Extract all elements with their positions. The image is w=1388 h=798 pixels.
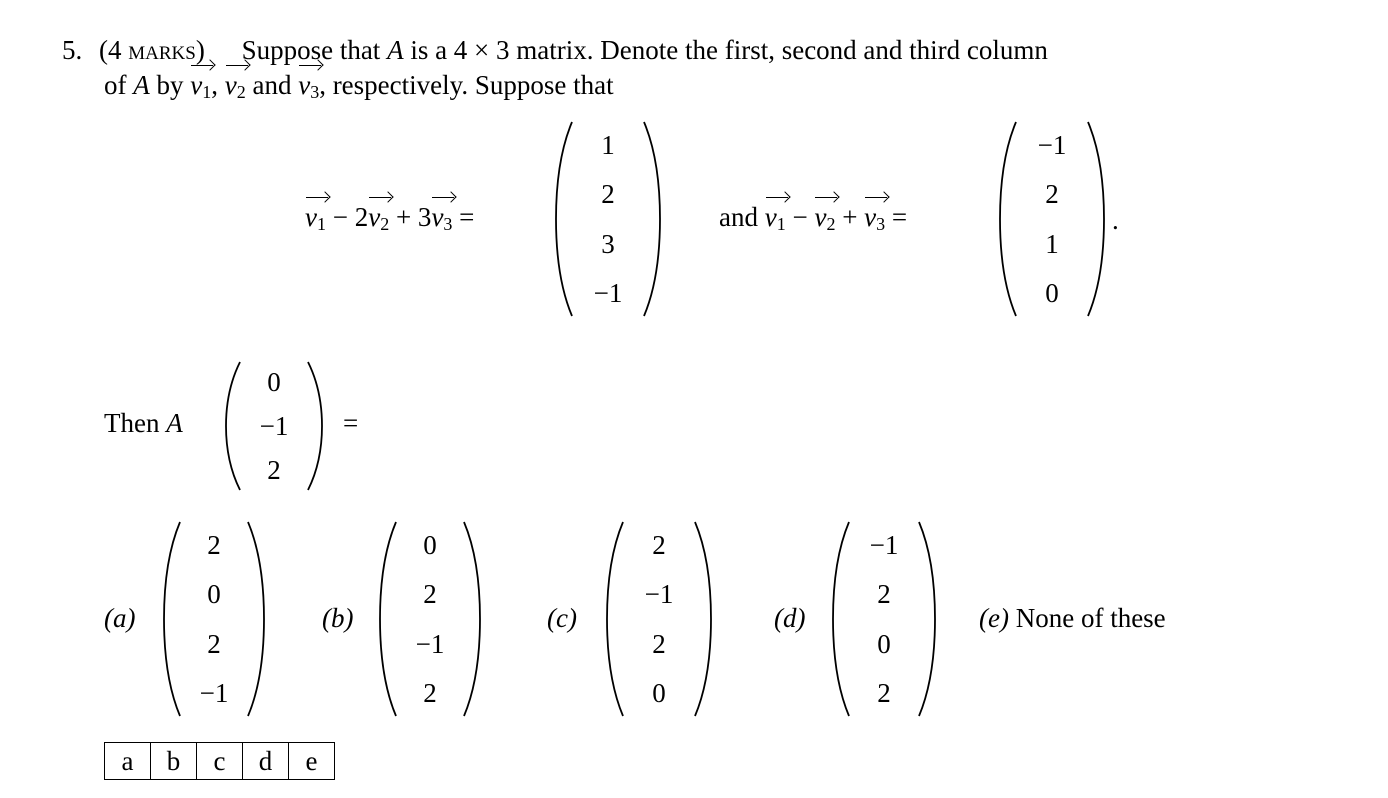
choice-a-vector bbox=[160, 520, 268, 718]
then-equals: = bbox=[343, 408, 359, 438]
answer-box-d[interactable]: d bbox=[243, 743, 289, 780]
choice-c-vector bbox=[603, 520, 715, 718]
question-marks: (4 marks) bbox=[99, 35, 205, 65]
choice-b-vector bbox=[376, 520, 484, 718]
eq2-cell: 1 bbox=[1045, 228, 1059, 259]
then-cell: −1 bbox=[259, 411, 289, 441]
eq1-cell: 2 bbox=[601, 179, 615, 210]
eq1-cell: 3 bbox=[601, 228, 615, 259]
eq2-cell: −1 bbox=[1037, 129, 1067, 160]
choice-e-label: (e) bbox=[979, 603, 1009, 633]
vector-v2: $v_2$ bbox=[225, 68, 246, 102]
choice-cell: −1 bbox=[644, 579, 674, 610]
equation-period: . bbox=[1112, 205, 1119, 235]
text-and: and bbox=[252, 70, 292, 100]
choice-cell: −1 bbox=[199, 678, 229, 709]
choice-cell: 0 bbox=[207, 579, 221, 610]
choice-d-label: (d) bbox=[774, 603, 806, 633]
text-by: by bbox=[156, 70, 184, 100]
choice-e-text: None of these bbox=[1015, 603, 1166, 633]
equation-1-lhs: $v_1 - 2$ $v_2 + 3$ $v_3$ = bbox=[305, 200, 474, 234]
question-number: 5. bbox=[62, 35, 83, 65]
vector-v1: $v_1$ bbox=[190, 68, 211, 102]
eq2-cell: 0 bbox=[1045, 278, 1059, 309]
choice-cell: −1 bbox=[415, 628, 445, 659]
then-label: Then A bbox=[104, 408, 183, 438]
intro-text: Suppose that bbox=[241, 35, 381, 65]
question-line-2: of A by $v_1$, $v_2$ and $v_3$, respectively. Suppose that bbox=[104, 68, 614, 102]
choice-b-label: (b) bbox=[322, 603, 354, 633]
choice-cell: −1 bbox=[869, 529, 899, 560]
choice-cell: 0 bbox=[652, 678, 666, 709]
answer-box-e[interactable]: e bbox=[289, 743, 335, 780]
text-of: of bbox=[104, 70, 127, 100]
choice-cell: 0 bbox=[877, 628, 891, 659]
then-cell: 2 bbox=[267, 455, 281, 485]
text-respectively: , respectively. Suppose that bbox=[319, 70, 614, 100]
matrix-symbol: A bbox=[387, 35, 404, 65]
choice-cell: 2 bbox=[207, 529, 221, 560]
choice-cell: 2 bbox=[207, 628, 221, 659]
then-cell: 0 bbox=[267, 367, 281, 397]
equation-1-rhs-vector bbox=[552, 120, 664, 318]
choice-c-label: (c) bbox=[547, 603, 577, 633]
choice-cell: 2 bbox=[652, 628, 666, 659]
choice-cell: 2 bbox=[423, 579, 437, 610]
equation-2-rhs-vector bbox=[996, 120, 1108, 318]
eq1-cell: 1 bbox=[601, 129, 615, 160]
equation-2-lhs: and $v_1$ − $v_2$ + $v_3$ = bbox=[719, 200, 907, 234]
eq1-cell: −1 bbox=[593, 278, 623, 309]
matrix-symbol: A bbox=[133, 70, 150, 100]
text-and: and bbox=[719, 202, 758, 232]
choice-cell: 2 bbox=[652, 529, 666, 560]
answer-box-a[interactable]: a bbox=[105, 743, 151, 780]
answer-box-c[interactable]: c bbox=[197, 743, 243, 780]
choice-a-label: (a) bbox=[104, 603, 136, 633]
choice-cell: 0 bbox=[423, 529, 437, 560]
choice-cell: 2 bbox=[877, 579, 891, 610]
vector-v3: $v_3$ bbox=[298, 68, 319, 102]
choice-cell: 2 bbox=[423, 678, 437, 709]
then-vector bbox=[222, 360, 326, 492]
eq2-cell: 2 bbox=[1045, 179, 1059, 210]
choice-d-vector bbox=[829, 520, 939, 718]
choice-e bbox=[979, 601, 1166, 635]
answer-boxes bbox=[104, 742, 335, 780]
answer-box-b[interactable]: b bbox=[151, 743, 197, 780]
intro-text-2: is a 4 × 3 matrix. Denote the first, second and third column bbox=[410, 35, 1048, 65]
choice-cell: 2 bbox=[877, 678, 891, 709]
